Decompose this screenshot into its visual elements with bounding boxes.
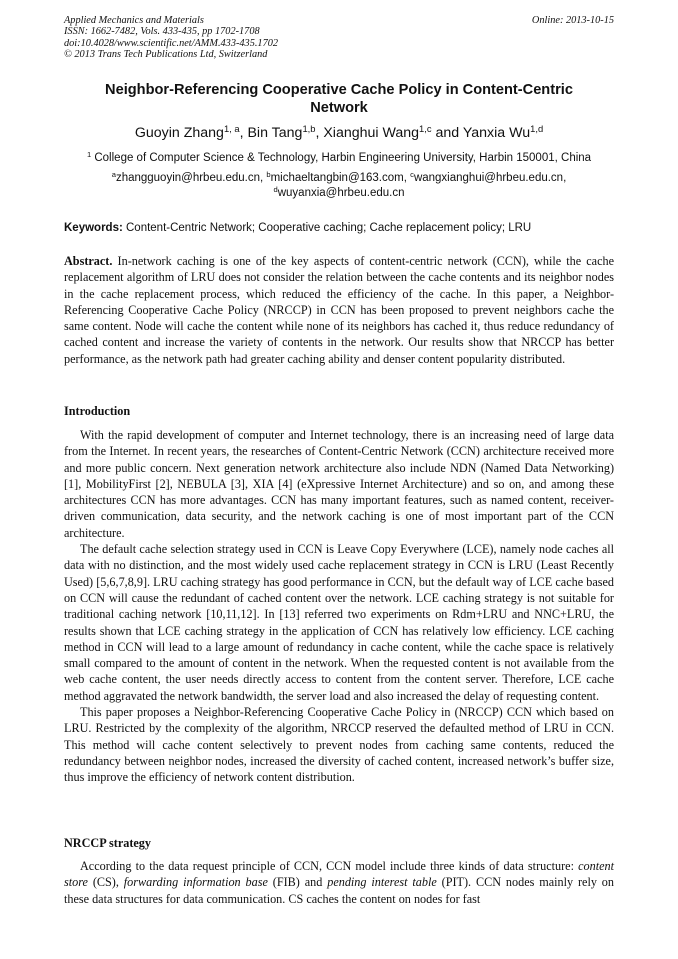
title-line-1: Neighbor-Referencing Cooperative Cache Policy in Content-Centric xyxy=(105,82,573,98)
journal-issn: ISSN: 1662-7482, Vols. 433-435, pp 1702-1708 xyxy=(64,26,260,38)
affiliation-text: College of Computer Science & Technology, Harbin Engineering University, Harbin 150001, China xyxy=(94,152,592,164)
author-name: Xianghui Wang xyxy=(323,125,420,141)
text-run: (FIB) and xyxy=(272,875,323,890)
abstract-label: Abstract. xyxy=(64,254,113,268)
email-address: michaeltangbin@163.com, xyxy=(270,172,407,184)
term-pit: pending interest table xyxy=(327,875,437,890)
author-list xyxy=(30,124,648,142)
nrccp-body xyxy=(64,858,614,907)
text-run: (PIT). CCN nodes mainly rely on these data structures for data communication. CS caches the content on nodes for fast xyxy=(64,875,614,906)
email-address: wangxianghui@hrbeu.edu.cn, xyxy=(413,172,567,184)
term-content-store: content store xyxy=(64,859,615,890)
journal-copyright: © 2013 Trans Tech Publications Ltd, Switzerland xyxy=(64,49,268,61)
author-sep: , xyxy=(315,125,324,141)
paragraph: With the rapid development of computer and Internet technology, there is an increasing need of large data from the Internet. In recent years, the researches of Content-Centric Network (CCN) architecture received more and more public concern. Next generation network architecture also include NDN (Named Data Networking) [1], MobilityFirst [2], NEBULA [3], XIA [4] (eXpressive Internet Architecture) and so on, and among these architectures CCN has more advantages. CCN has many important features, such as named content, receiver-driven communication, data security, and the network caching is one of most important part of the CCN architecture. xyxy=(64,428,614,540)
author-affil-sup: 1,c xyxy=(419,123,432,134)
author-sep: and xyxy=(431,125,463,141)
email-sup: a xyxy=(111,169,116,179)
email-entry[interactable] xyxy=(266,171,407,186)
author-affil-sup: 1, a xyxy=(223,123,240,134)
email-address: wuyanxia@hrbeu.edu.cn xyxy=(277,187,405,199)
text-run: According to the data request principle of CCN, CCN model include three kinds of data structure: xyxy=(80,859,574,873)
journal-header xyxy=(64,15,278,61)
email-address: zhangguoyin@hrbeu.edu.cn, xyxy=(115,172,264,184)
title-line-2: Network xyxy=(310,100,368,116)
author-affil-sup: 1,b xyxy=(302,123,316,134)
author-name: Yanxia Wu xyxy=(462,125,531,141)
affiliation-sup: 1 xyxy=(86,149,92,159)
email-entry[interactable] xyxy=(410,171,566,186)
paragraph: This paper proposes a Neighbor-Referencing Cooperative Cache Policy in (NRCCP) CCN which based on LRU. Restricted by the complexity of the algorithm, NRCCP reserved the defaulted method of LRU in CCN. This method will cache content selectively to prevent nodes from caching same contents, reduced the redundancy between neighbor nodes, increased the diversity of cached content, increased network’s buffer size, thus improve the efficiency of network content distribution. xyxy=(64,705,614,785)
affiliation xyxy=(30,151,648,165)
author-emails xyxy=(70,171,608,201)
paragraph xyxy=(64,858,614,907)
email-sup: b xyxy=(266,169,271,179)
introduction-body xyxy=(64,427,614,786)
author-sep: , xyxy=(239,125,248,141)
section-heading-introduction: Introduction xyxy=(64,404,131,418)
author-affil-sup: 1,d xyxy=(530,123,544,134)
paragraph: The default cache selection strategy used in CCN is Leave Copy Everywhere (LCE), namely node caches all data with no distinction, and the most widely used cache replacement strategy in CCN is LRU (Least Recently Used) [5,6,7,8,9]. LRU caching strategy has good performance in CCN, but the default way of LCE cache based on CCN will cause the redundant of cached content over the network. LCE caching strategy is not suitable for traditional caching network [10,11,12]. In [13] referred two experiments on Rdm+LRU and NNC+LRU, the results shown that LCE caching strategy in the application of CCN has relatively low efficiency. LCE caching method in CCN will lead to a large amount of redundancy in cache content, while the cache space is relatively small compared to the amount of content in the network. When the requested content is not available from the web cache content, the user needs directly access to content from the content server. Therefore, LCE cache method aggravated the network bandwidth, the server load and also increased the delay of requesting content. xyxy=(64,542,614,703)
online-date: Online: 2013-10-15 xyxy=(531,15,614,26)
email-entry[interactable] xyxy=(274,186,405,201)
text-run: (CS), xyxy=(92,875,119,890)
abstract xyxy=(64,253,614,367)
section-heading-nrccp: NRCCP strategy xyxy=(64,836,151,850)
keywords-label: Keywords: xyxy=(64,222,123,234)
journal-doi[interactable]: doi:10.4028/www.scientific.net/AMM.433-435.1702 xyxy=(64,37,279,49)
author-name: Bin Tang xyxy=(247,125,303,141)
keywords-text: Content-Centric Network; Cooperative caching; Cache replacement policy; LRU xyxy=(126,222,532,234)
paper-title xyxy=(64,81,614,117)
journal-name: Applied Mechanics and Materials xyxy=(64,15,204,26)
abstract-text: In-network caching is one of the key aspects of content-centric network (CCN), while the cache replacement algorithm of LRU does not consider the relation between the cache contents and its neighbor nodes in the cache replacement process, which reduced the efficiency of the cache. In this paper, a Neighbor-Referencing Cooperative Cache Policy (NRCCP) in CCN has been proposed to prevent neighbors cache the same content. Node will cache the content while none of its neighbors has cached it, thus reduce redundancy of cached content and increase the variety of contents in the network. Our results show that NRCCP has better performance, as the network path had greater caching ability and denser content popularity distributed. xyxy=(64,254,615,366)
email-sup: d xyxy=(273,184,278,194)
term-fib: forwarding information base xyxy=(123,875,268,890)
email-sup: c xyxy=(410,169,414,179)
email-entry[interactable] xyxy=(112,171,263,186)
keywords xyxy=(64,221,614,235)
author-name: Guoyin Zhang xyxy=(134,125,224,141)
